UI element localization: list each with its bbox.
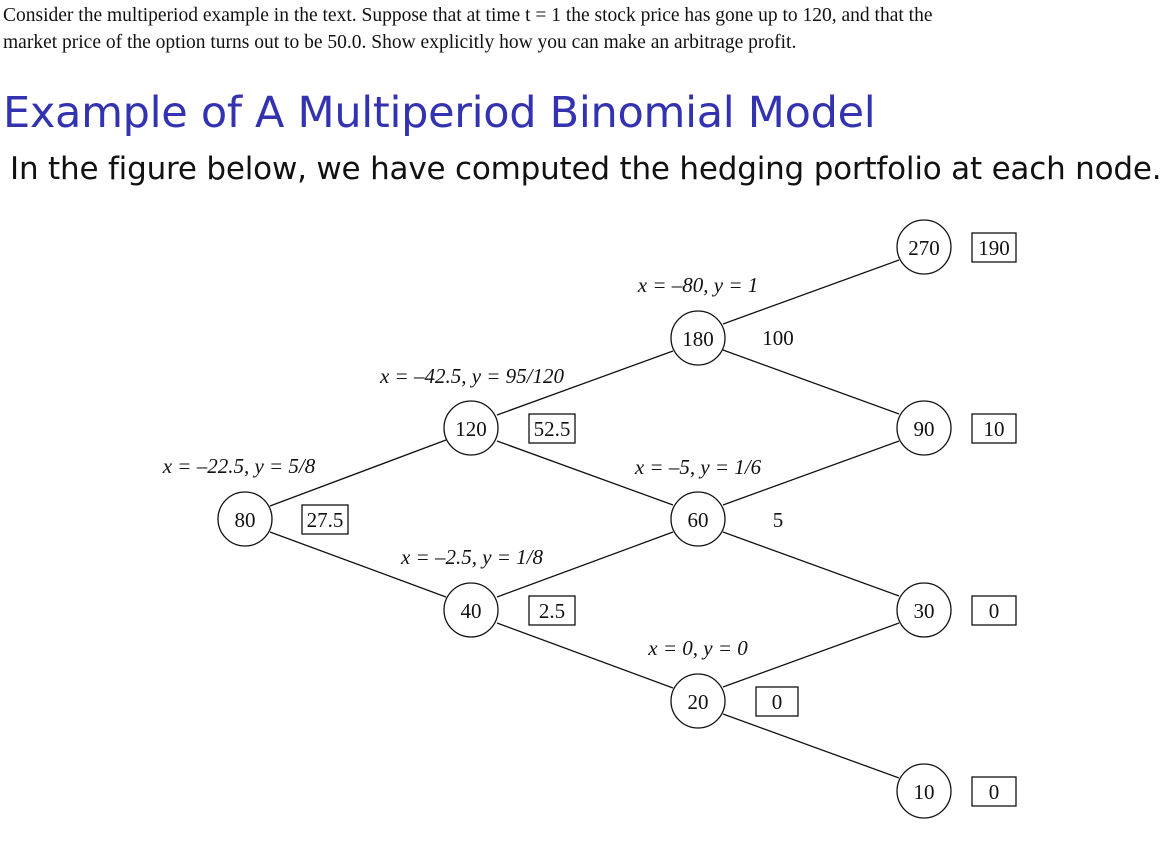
option-value-10: 0 [988, 780, 1000, 804]
portfolio-label-60: x = –5, y = 1/6 [634, 455, 762, 479]
tree-edges [270, 260, 899, 778]
option-value-40: 2.5 [538, 599, 566, 623]
option-value-60: 5 [772, 508, 784, 532]
option-value-80: 27.5 [306, 508, 344, 532]
node-label-270: 270 [908, 236, 940, 260]
option-value-20: 0 [771, 690, 783, 714]
option-value-30: 0 [988, 599, 1000, 623]
portfolio-label-20: x = 0, y = 0 [648, 636, 748, 660]
portfolio-label-40: x = –2.5, y = 1/8 [400, 545, 544, 569]
option-value-120: 52.5 [533, 417, 571, 441]
slide-title: Example of A Multiperiod Binomial Model [3, 88, 876, 138]
edge-20-10 [723, 714, 899, 778]
node-label-20: 20 [687, 690, 709, 714]
question-text: Consider the multiperiod example in the text. Suppose that at time t = 1 the stock price has gone up to 120, and that the market price of the option turns out to be 50.0. Show explicitly how you can make an arbitrage profit. [3, 5, 933, 53]
slide-subtitle: In the figure below, we have computed the hedging portfolio at each node. [10, 151, 1162, 187]
node-label-10: 10 [913, 780, 935, 804]
node-label-90: 90 [913, 417, 935, 441]
edge-40-20 [497, 623, 673, 688]
node-label-80: 80 [234, 508, 256, 532]
portfolio-label-180: x = –80, y = 1 [637, 273, 759, 297]
option-value-180: 100 [762, 326, 794, 350]
node-label-30: 30 [913, 599, 935, 623]
node-label-40: 40 [460, 599, 482, 623]
node-label-60: 60 [687, 508, 709, 532]
portfolio-label-120: x = –42.5, y = 95/120 [379, 364, 565, 388]
edge-20-30 [723, 623, 899, 687]
option-value-270: 190 [978, 236, 1010, 260]
edge-180-90 [723, 350, 899, 414]
node-label-120: 120 [455, 417, 487, 441]
edge-60-30 [723, 532, 899, 596]
node-label-180: 180 [682, 327, 714, 351]
option-value-90: 10 [983, 417, 1005, 441]
portfolio-label-80: x = –22.5, y = 5/8 [162, 454, 316, 478]
